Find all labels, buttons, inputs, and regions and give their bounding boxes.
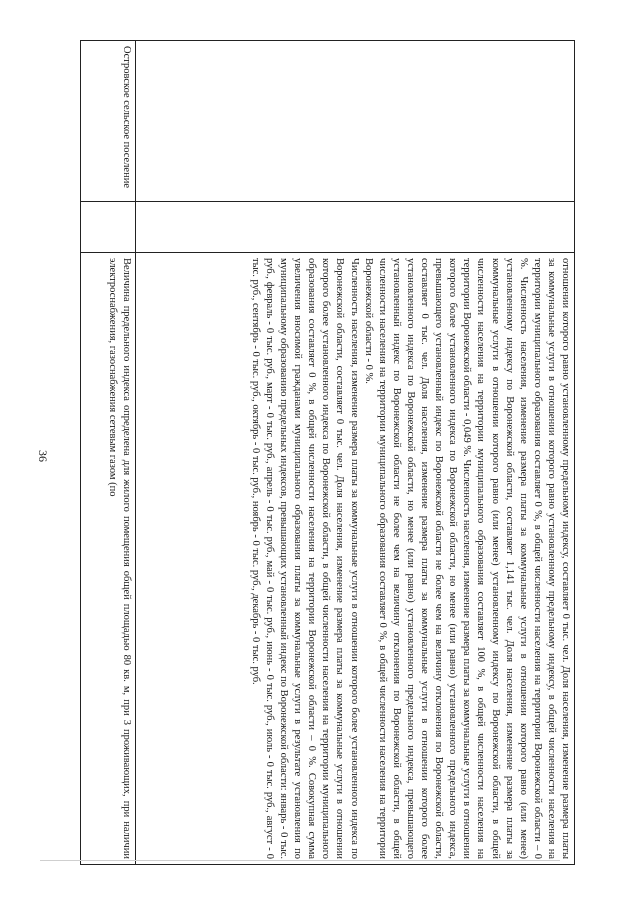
description-cell [81,253,136,865]
municipality-cell [136,41,575,202]
table-row [81,41,136,865]
empty-cell [136,202,575,253]
page-number: 36 [36,450,50,462]
table-row [136,41,575,865]
municipal-index-table [80,40,575,865]
scan-edge-line [40,860,560,861]
empty-cell [81,202,136,253]
description-paragraph: Величина предельного индекса определена для жилого помещения общей площадью 80 кв. м, при 3 проживающих, при наличии электроснабжения, газоснабжения сетевым газом (по [107,258,133,859]
rotated-document-table [80,40,575,865]
description-paragraph: Численность населения, изменение размера платы за коммунальные услуги в отношении которого более установленного индекса по Воронежской области, составляет 0 тыс. чел. Доля населения, изменение размера платы за коммунальные услуги в отношении которого более установленного индекса по Воронежской области, в общей численности населения на территории муниципального образования составляет 0 %, в общей численности населения на территории Воронежской области – 0 %. Совокупная сумма увеличения вносимой гражданами муниципального образования платы за коммунальные услуги в результате установления по муниципальному образованию предельных индексов, превышающих установленный индекс по Воронежской области: январь - 0 тыс. руб., февраль - 0 тыс. руб., март - 0 тыс. руб., апрель - 0 тыс. руб., май - 0 тыс. руб., июнь - 0 тыс. руб., июль - 0 тыс. руб., август - 0 тыс. руб., сентябрь - 0 тыс. руб., октябрь - 0 тыс. руб., ноябрь - 0 тыс. руб., декабрь - 0 тыс. руб. [249,258,360,859]
municipality-cell: Островское сельское поселение [81,41,136,202]
description-paragraph: отношении которого равно установленному предельному индексу, составляет 0 тыс. чел. Доля населения, изменение размера платы за коммунальные услуги в отношении которого равно установленному предельному индексу, в общей численности населения на территории муниципального образования составляет 0 %, в общей численности населения на территории Воронежской области – 0 %. Численность населения, изменение размера платы за коммунальные услуги в отношении которого равно (или менее) установленному индексу по Воронежской области, составляет 1,141 тыс. чел. Доля населения, изменение размера платы за коммунальные услуги в отношении которого равно (или менее) установленному индексу по Воронежской области, в общей численности населения на территории муниципального образования составляет 100 %, в общей численности населения на территории Воронежской области - 0,049 %. Численность населения, изменение размера платы за коммунальные услуги в отношении которого более установленного индекса по Воронежской области, но менее (или равно) установленного предельного индекса, превышающего установленный индекс по Воронежской области не более чем на величину отклонения по Воронежской области, составляет 0 тыс. чел. Доля населения, изменение размера платы за коммунальные услуги в отношении которого более установленного индекса по Воронежской области, но менее (или равно) установленного предельного индекса, превышающего установленный индекс по Воронежской области не более чем на величину отклонения по Воронежской области, в общей численности населения на территории муниципального образования составляет 0 %, в общей численности населения на территории Воронежской области - 0 %. [362,258,571,859]
description-cell [136,253,575,865]
